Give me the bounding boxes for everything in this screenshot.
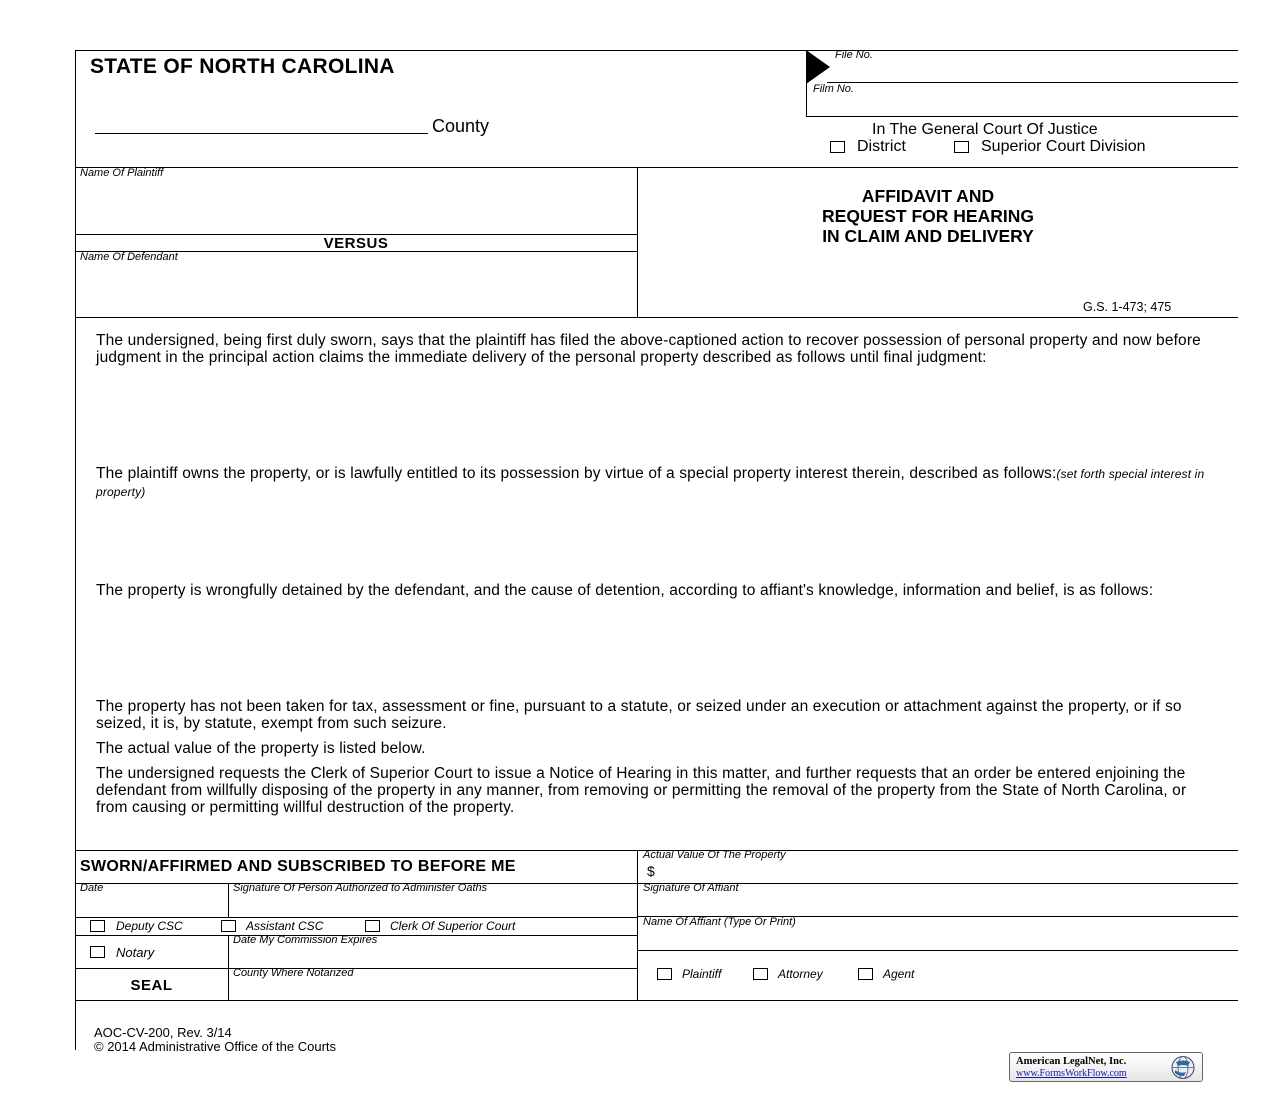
frame-left <box>75 50 76 1050</box>
attorney-role-checkbox[interactable] <box>753 968 768 980</box>
caption-bottom-line <box>75 317 1238 318</box>
globe-icon <box>1166 1055 1200 1080</box>
paragraph-not-taken: The property has not been taken for tax, assessment or fine, pursuant to a statute, or seized under an execution or attachment against the property, or if so seized, it is, by statute, exempt from such seizure. <box>96 698 1182 732</box>
date-label: Date <box>80 882 104 894</box>
district-checkbox[interactable] <box>830 141 845 153</box>
assistant-csc-checkbox[interactable] <box>221 920 236 932</box>
plaintiff-role-checkbox[interactable] <box>657 968 672 980</box>
paragraph-property-claim: The undersigned, being first duly sworn, says that the plaintiff has filed the above-captioned action to recover possession of personal property and now before judgment in the principal action claims the immediate delivery of the personal property described as follows until final judgment: <box>96 332 1201 366</box>
paragraph-ownership <box>96 465 1221 501</box>
ownership-text: The plaintiff owns the property, or is lawfully entitled to its possession by virtue of a special property interest therein, described as follows: <box>96 465 1057 482</box>
file-no-input[interactable] <box>900 56 1230 78</box>
county-notarized-label: County Where Notarized <box>233 967 354 979</box>
logo-url[interactable]: www.FormsWorkFlow.com <box>1016 1068 1127 1079</box>
actual-value-label: Actual Value Of The Property <box>643 849 786 861</box>
assistant-csc-label: Assistant CSC <box>246 919 324 933</box>
form-id: AOC-CV-200, Rev. 3/14 <box>94 1025 232 1040</box>
form-title <box>700 186 1156 246</box>
special-interest-field[interactable] <box>96 505 1221 575</box>
date-divider <box>228 883 229 918</box>
logo-company-name: American LegalNet, Inc. <box>1016 1056 1127 1067</box>
file-no-label: File No. <box>835 49 873 61</box>
defendant-name-field[interactable] <box>80 266 630 314</box>
paragraph-request: The undersigned requests the Clerk of Superior Court to issue a Notice of Hearing in this matter, and further requests that an order be entered enjoining the defendant from willfully disposing of the property in any manner, from removing or permitting the removal of the property from the State of North Carolina, or from causing or permitting willful destruction of the property. <box>96 765 1187 816</box>
county-notarized-field[interactable] <box>233 981 633 998</box>
american-legalnet-logo[interactable] <box>1009 1052 1203 1082</box>
plaintiff-name-field[interactable] <box>80 182 630 230</box>
clerk-superior-court-label: Clerk Of Superior Court <box>390 919 516 933</box>
detention-cause-field[interactable] <box>96 620 1221 690</box>
agent-role-checkbox[interactable] <box>858 968 873 980</box>
film-no-line <box>806 116 1238 117</box>
affiant-signature-field[interactable] <box>643 896 1233 914</box>
seal-label: SEAL <box>130 977 173 994</box>
state-title: STATE OF NORTH CAROLINA <box>90 55 395 78</box>
county-label: County <box>432 116 490 136</box>
defendant-label: Name Of Defendant <box>80 251 178 263</box>
copyright: © 2014 Administrative Office of the Courts <box>94 1039 337 1054</box>
date-field[interactable] <box>80 896 224 914</box>
attorney-role-label: Attorney <box>778 967 823 981</box>
commission-bottom <box>75 968 637 969</box>
commission-field[interactable] <box>233 948 633 966</box>
file-no-arrow-icon <box>806 50 830 84</box>
deputy-csc-label: Deputy CSC <box>116 919 183 933</box>
versus-label: VERSUS <box>323 235 389 252</box>
county-input-line[interactable] <box>95 133 428 134</box>
court-heading: In The General Court Of Justice <box>872 121 1098 138</box>
film-no-label: Film No. <box>813 83 854 95</box>
clerk-superior-court-checkbox[interactable] <box>365 920 380 932</box>
bottom-grid-bottom <box>75 1000 1238 1001</box>
header-divider <box>75 167 1238 168</box>
file-no-line <box>827 82 1238 83</box>
deputy-csc-checkbox[interactable] <box>90 920 105 932</box>
plaintiff-label: Name Of Plaintiff <box>80 167 164 179</box>
agent-role-label: Agent <box>883 967 915 981</box>
district-label: District <box>857 138 906 155</box>
superior-court-checkbox[interactable] <box>954 141 969 153</box>
notary-label: Notary <box>116 945 155 960</box>
frame-top <box>75 50 1238 51</box>
sworn-heading: SWORN/AFFIRMED AND SUBSCRIBED TO BEFORE ME <box>80 858 516 875</box>
property-description-field[interactable] <box>96 390 1221 456</box>
affiant-name-label: Name Of Affiant (Type Or Print) <box>643 916 796 928</box>
form-title-line-3: IN CLAIM AND DELIVERY <box>822 226 1034 246</box>
signature-bottom <box>75 917 637 918</box>
affiant-name-field[interactable] <box>643 930 1233 948</box>
bottom-mid-vertical <box>637 850 638 1000</box>
notary-checkbox[interactable] <box>90 946 105 958</box>
affiant-name-bottom <box>637 950 1238 951</box>
form-title-line-2: REQUEST FOR HEARING <box>822 206 1034 226</box>
superior-court-label: Superior Court Division <box>981 138 1146 155</box>
actual-value-field[interactable] <box>660 863 1230 881</box>
oath-signature-field[interactable] <box>233 896 633 914</box>
ownership-note: (set forth special interest in property) <box>96 467 1205 499</box>
form-title-line-1: AFFIDAVIT AND <box>861 186 995 206</box>
oath-signature-label: Signature Of Person Authorized to Administer Oaths <box>233 882 488 894</box>
statute-reference: G.S. 1-473; 475 <box>1083 300 1172 314</box>
paragraph-actual-value: The actual value of the property is listed below. <box>96 740 426 757</box>
currency-symbol: $ <box>647 863 655 879</box>
commission-label: Date My Commission Expires <box>233 934 378 946</box>
film-no-input[interactable] <box>880 90 1230 112</box>
caption-divider-vertical <box>637 167 638 317</box>
plaintiff-role-label: Plaintiff <box>682 967 722 981</box>
paragraph-detention: The property is wrongfully detained by the defendant, and the cause of detention, according to affiant's knowledge, information and belief, is as follows: <box>96 582 1154 599</box>
affiant-signature-label: Signature Of Affiant <box>643 882 739 894</box>
